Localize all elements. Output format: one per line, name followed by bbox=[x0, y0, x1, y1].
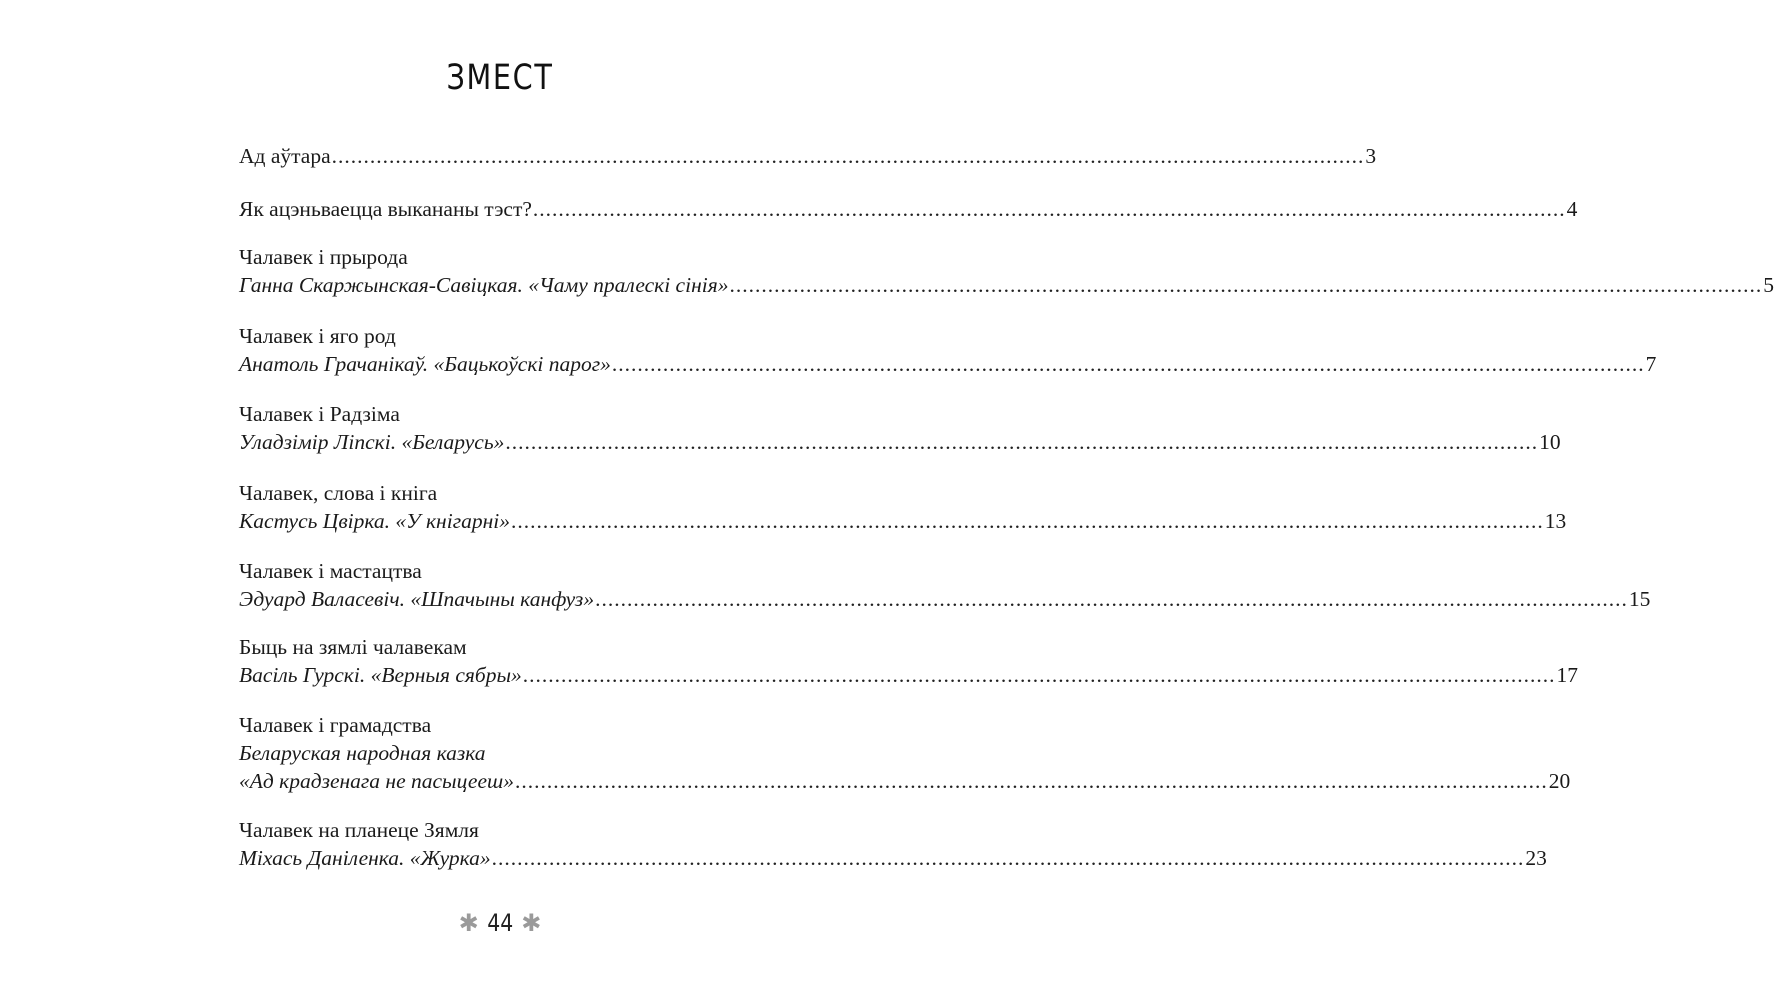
toc-entry-title: Ганна Скаржынская-Савіцкая. «Чаму пралескі сінія» bbox=[239, 273, 729, 297]
toc-entry bbox=[239, 142, 1377, 170]
dot-leader: .................................................................................................................................................................. bbox=[611, 352, 1645, 376]
toc-section-heading: Чалавек і яго род bbox=[239, 324, 396, 348]
page-title: ЗМЕСТ bbox=[446, 58, 554, 98]
toc-page-number: 5 bbox=[1763, 273, 1774, 297]
toc-page-number: 4 bbox=[1566, 197, 1578, 221]
toc-entry-title: Эдуард Валасевіч. «Шпачыны канфуз» bbox=[239, 587, 595, 611]
toc-section-heading: Чалавек на планеце Зямля bbox=[239, 818, 479, 842]
toc-page-number: 23 bbox=[1525, 846, 1547, 870]
toc-page-number: 3 bbox=[1365, 144, 1377, 168]
toc-page-number: 10 bbox=[1539, 430, 1561, 454]
toc-entry-title: Ад аўтара bbox=[239, 144, 331, 168]
toc-line bbox=[239, 844, 1547, 872]
toc-entry-title: «Ад крадзенага не пасыцееш» bbox=[239, 769, 514, 793]
toc-page-number: 17 bbox=[1556, 663, 1579, 687]
toc-entry bbox=[239, 633, 1579, 689]
toc-entry bbox=[239, 816, 1547, 872]
toc-entry bbox=[239, 195, 1578, 223]
toc-line bbox=[239, 661, 1579, 689]
toc-page-number: 20 bbox=[1548, 769, 1571, 793]
toc-entry-title: Кастусь Цвірка. «У кнігарні» bbox=[239, 509, 510, 533]
toc-entry bbox=[239, 400, 1561, 456]
page-footer bbox=[0, 908, 1000, 938]
dot-leader: .................................................................................................................................................................. bbox=[514, 769, 1548, 793]
toc-section-heading: Быць на зямлі чалавекам bbox=[239, 635, 467, 659]
page-number: 44 bbox=[487, 909, 513, 937]
dot-leader: .................................................................................................................................................................. bbox=[532, 197, 1566, 221]
toc-section-heading: Чалавек і мастацтва bbox=[239, 559, 422, 583]
toc-line bbox=[239, 350, 1657, 378]
toc-line bbox=[239, 767, 1571, 795]
dot-leader: .................................................................................................................................................................. bbox=[510, 509, 1544, 533]
toc-entry-title: Анатоль Грачанікаў. «Бацькоўскі парог» bbox=[239, 352, 611, 376]
dot-leader: .................................................................................................................................................................. bbox=[505, 430, 1539, 454]
toc-entry bbox=[239, 322, 1657, 378]
toc-entry-title: Васіль Гурскі. «Верныя сябры» bbox=[239, 663, 522, 687]
toc-entry-title: Як ацэньваецца выкананы тэст? bbox=[239, 197, 532, 221]
toc-line bbox=[239, 585, 1651, 613]
toc-section-heading: Чалавек і прырода bbox=[239, 245, 408, 269]
toc-page-number: 13 bbox=[1544, 509, 1567, 533]
toc-entry bbox=[239, 479, 1567, 535]
star-icon: ✱ bbox=[521, 909, 542, 937]
dot-leader: .................................................................................................................................................................. bbox=[595, 587, 1628, 611]
toc-section-heading: Чалавек, слова і кніга bbox=[239, 481, 438, 505]
toc-entry-title: Уладзімір Ліпскі. «Беларусь» bbox=[239, 430, 505, 454]
dot-leader: .................................................................................................................................................................. bbox=[331, 144, 1365, 168]
toc-line bbox=[239, 507, 1567, 535]
star-icon: ✱ bbox=[458, 909, 479, 937]
toc-entry bbox=[239, 243, 1774, 299]
toc-line bbox=[239, 428, 1561, 456]
toc-entry-title: Міхась Даніленка. «Журка» bbox=[239, 846, 491, 870]
toc-line bbox=[239, 142, 1377, 170]
toc-entry bbox=[239, 711, 1571, 795]
toc-subheading: Беларуская народная казка bbox=[239, 741, 486, 765]
toc-line bbox=[239, 271, 1774, 299]
dot-leader: .................................................................................................................................................................. bbox=[491, 846, 1525, 870]
toc-line bbox=[239, 195, 1578, 223]
toc-entry bbox=[239, 557, 1651, 613]
toc-page-number: 7 bbox=[1645, 352, 1657, 376]
dot-leader: .................................................................................................................................................................. bbox=[729, 273, 1763, 297]
dot-leader: .................................................................................................................................................................. bbox=[522, 663, 1556, 687]
toc-section-heading: Чалавек і Радзіма bbox=[239, 402, 400, 426]
toc-section-heading: Чалавек і грамадства bbox=[239, 713, 432, 737]
toc-page-number: 15 bbox=[1628, 587, 1651, 611]
